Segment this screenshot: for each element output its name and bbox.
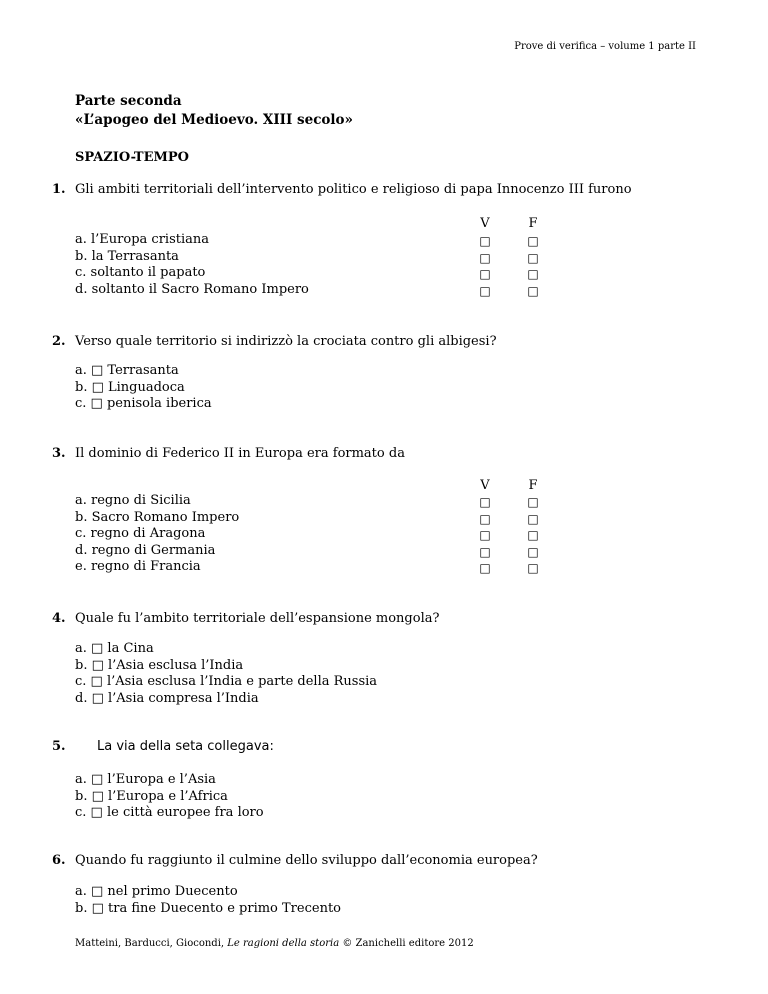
footer-publisher: © Zanichelli editore 2012 bbox=[339, 938, 474, 949]
footer-book-title: Le ragioni della storia bbox=[227, 938, 340, 949]
list-item[interactable]: b. □ tra fine Duecento e primo Trecento bbox=[75, 900, 341, 916]
question-4-options bbox=[75, 641, 377, 707]
list-item: d. soltanto il Sacro Romano Impero bbox=[75, 281, 309, 297]
list-item: e. regno di Francia bbox=[75, 559, 201, 574]
page-title bbox=[75, 92, 353, 130]
footer-authors: Matteini, Barducci, Giocondi, bbox=[75, 938, 228, 949]
q1-true-header: V bbox=[480, 216, 490, 231]
q3-false-column bbox=[526, 494, 540, 577]
checkbox-false-b[interactable]: □ bbox=[527, 511, 539, 526]
question-6-number: 6. bbox=[52, 853, 66, 868]
question-2-options bbox=[75, 363, 212, 413]
list-item[interactable]: c. □ penisola iberica bbox=[75, 396, 212, 411]
question-1-text: Gli ambiti territoriali dell’intervento politico e religioso di papa Innocenzo III furono bbox=[75, 182, 632, 197]
list-item: c. soltanto il papato bbox=[75, 265, 206, 280]
question-4-text: Quale fu l’ambito territoriale dell’espansione mongola? bbox=[75, 611, 440, 626]
checkbox-false-d[interactable]: □ bbox=[527, 544, 539, 559]
question-3-text: Il dominio di Federico II in Europa era formato da bbox=[75, 446, 405, 461]
checkbox-true-a[interactable]: □ bbox=[479, 495, 491, 509]
list-item[interactable]: b. □ Linguadoca bbox=[75, 379, 185, 395]
checkbox-false-a[interactable]: □ bbox=[527, 234, 539, 248]
checkbox-true-d[interactable]: □ bbox=[479, 544, 491, 559]
list-item: b. Sacro Romano Impero bbox=[75, 509, 240, 525]
question-3-number: 3. bbox=[52, 446, 66, 461]
checkbox-false-d[interactable]: □ bbox=[527, 283, 539, 298]
list-item[interactable]: b. □ l’Europa e l’Africa bbox=[75, 788, 228, 804]
q1-false-column bbox=[526, 233, 540, 299]
question-2-text: Verso quale territorio si indirizzò la crociata contro gli albigesi? bbox=[75, 334, 497, 349]
title-line-1: Parte seconda bbox=[75, 93, 182, 109]
list-item[interactable]: a. □ l’Europa e l’Asia bbox=[75, 772, 216, 787]
list-item[interactable]: a. □ Terrasanta bbox=[75, 363, 179, 378]
checkbox-false-b[interactable]: □ bbox=[527, 250, 539, 265]
q3-true-column bbox=[478, 494, 492, 577]
list-item: a. l’Europa cristiana bbox=[75, 232, 209, 247]
question-5-number: 5. bbox=[52, 739, 66, 754]
list-item[interactable]: b. □ l’Asia esclusa l’India bbox=[75, 657, 244, 673]
checkbox-true-b[interactable]: □ bbox=[479, 250, 491, 265]
list-item[interactable]: a. □ nel primo Duecento bbox=[75, 884, 238, 899]
checkbox-false-c[interactable]: □ bbox=[527, 267, 539, 281]
checkbox-true-c[interactable]: □ bbox=[479, 267, 491, 281]
page-header: Prove di verifica – volume 1 parte II bbox=[514, 41, 696, 52]
checkbox-true-c[interactable]: □ bbox=[479, 528, 491, 542]
question-5-text: La via della seta collegava: bbox=[97, 739, 274, 754]
list-item[interactable]: c. □ l’Asia esclusa l’India e parte della Russia bbox=[75, 674, 378, 689]
list-item[interactable]: c. □ le città europee fra loro bbox=[75, 805, 264, 820]
list-item: d. regno di Germania bbox=[75, 542, 216, 558]
question-1-number: 1. bbox=[52, 182, 66, 197]
question-6-options bbox=[75, 884, 341, 917]
page-footer bbox=[75, 938, 474, 949]
question-6-text: Quando fu raggiunto il culmine dello sviluppo dall’economia europea? bbox=[75, 853, 538, 868]
checkbox-false-a[interactable]: □ bbox=[527, 495, 539, 509]
list-item: b. la Terrasanta bbox=[75, 248, 179, 264]
list-item: a. regno di Sicilia bbox=[75, 493, 191, 508]
q1-false-header: F bbox=[528, 216, 538, 231]
question-2-number: 2. bbox=[52, 334, 66, 349]
question-4-number: 4. bbox=[52, 611, 66, 626]
q3-false-header: F bbox=[528, 478, 538, 493]
section-heading: SPAZIO-TEMPO bbox=[75, 150, 189, 165]
checkbox-true-d[interactable]: □ bbox=[479, 283, 491, 298]
checkbox-true-e[interactable]: □ bbox=[479, 561, 491, 575]
question-1-options bbox=[75, 232, 309, 298]
question-5-options bbox=[75, 772, 264, 822]
list-item: c. regno di Aragona bbox=[75, 526, 206, 541]
checkbox-false-e[interactable]: □ bbox=[527, 561, 539, 575]
checkbox-true-b[interactable]: □ bbox=[479, 511, 491, 526]
list-item[interactable]: a. □ la Cina bbox=[75, 641, 154, 656]
title-line-2: «L’apogeo del Medioevo. XIII secolo» bbox=[75, 112, 353, 128]
question-3-options bbox=[75, 493, 239, 576]
q3-true-header: V bbox=[480, 478, 490, 493]
q1-true-column bbox=[478, 233, 492, 299]
list-item[interactable]: d. □ l’Asia compresa l’India bbox=[75, 690, 259, 706]
checkbox-false-c[interactable]: □ bbox=[527, 528, 539, 542]
checkbox-true-a[interactable]: □ bbox=[479, 234, 491, 248]
